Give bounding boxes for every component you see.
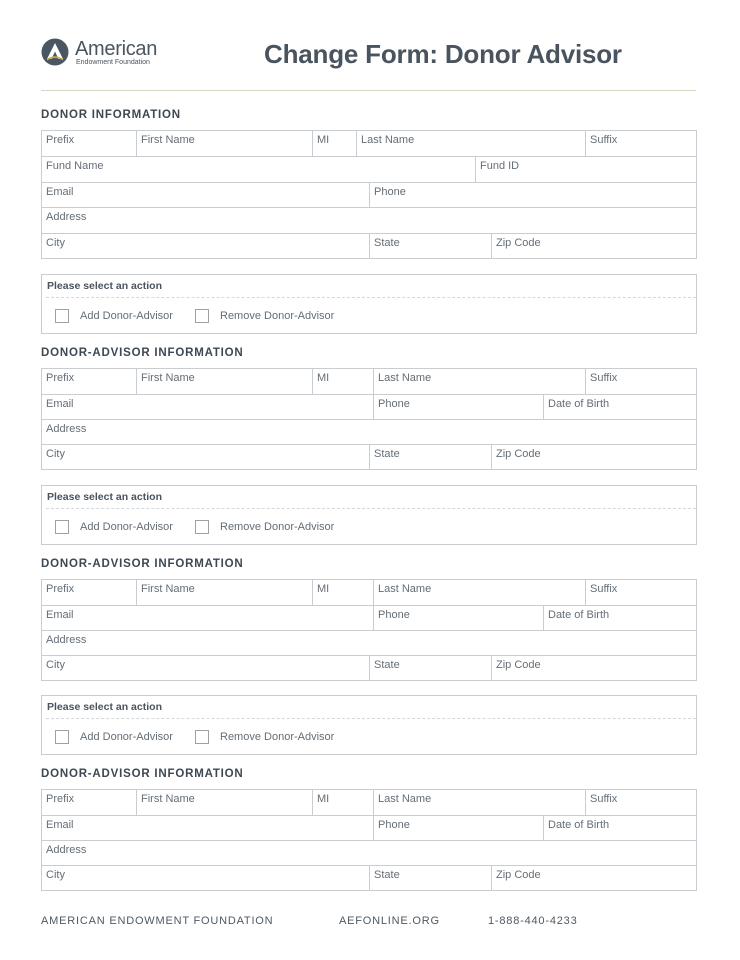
advisor-city-row xyxy=(42,865,696,890)
add-donor-advisor-label: Add Donor-Advisor xyxy=(80,521,173,533)
aef-logo xyxy=(41,38,171,70)
advisor-suffix-field[interactable]: Suffix xyxy=(585,790,696,815)
advisor-suffix-field[interactable]: Suffix xyxy=(585,369,696,394)
advisor-dob-field[interactable]: Date of Birth xyxy=(543,606,696,630)
advisor-mi-field[interactable]: MI xyxy=(312,790,373,815)
advisor-city-row xyxy=(42,655,696,680)
add-donor-advisor-checkbox[interactable] xyxy=(55,309,69,323)
footer-org-name: AMERICAN ENDOWMENT FOUNDATION xyxy=(41,915,274,927)
advisor-city-row xyxy=(42,444,696,469)
advisor-mi-field[interactable]: MI xyxy=(312,580,373,605)
footer-website-link[interactable]: AEFONLINE.ORG xyxy=(339,915,440,927)
advisor-name-row xyxy=(42,369,696,394)
logo-subtitle: Endowment Foundation xyxy=(76,59,150,66)
donor-fund-id-field[interactable]: Fund ID xyxy=(475,157,696,182)
donor-fund-row xyxy=(42,156,696,182)
advisor-address-row xyxy=(42,630,696,655)
remove-donor-advisor-label: Remove Donor-Advisor xyxy=(220,310,335,322)
page-title: Change Form: Donor Advisor xyxy=(264,39,622,69)
donor-suffix-field[interactable]: Suffix xyxy=(585,131,696,156)
advisor-mi-field[interactable]: MI xyxy=(312,369,373,394)
advisor-state-field[interactable]: State xyxy=(369,656,491,680)
advisor-2-section-title: DONOR-ADVISOR INFORMATION xyxy=(41,558,244,570)
remove-donor-advisor-checkbox[interactable] xyxy=(195,309,209,323)
logo-name: American xyxy=(75,38,158,60)
advisor-address-row xyxy=(42,840,696,865)
donor-phone-field[interactable]: Phone xyxy=(369,183,696,207)
donor-fund-name-field[interactable]: Fund Name xyxy=(46,160,104,172)
advisor-2-info-grid xyxy=(41,579,697,681)
advisor-last-name-field[interactable]: Last Name xyxy=(373,790,585,815)
advisor-zip-field[interactable]: Zip Code xyxy=(491,866,696,890)
advisor-suffix-field[interactable]: Suffix xyxy=(585,580,696,605)
advisor-dob-field[interactable]: Date of Birth xyxy=(543,395,696,419)
advisor-name-row xyxy=(42,790,696,815)
advisor-address-field[interactable]: Address xyxy=(46,634,87,646)
action-box-2 xyxy=(41,485,697,545)
advisor-prefix-field[interactable]: Prefix xyxy=(46,793,75,805)
donor-email-field[interactable]: Email xyxy=(46,186,74,198)
remove-donor-advisor-checkbox[interactable] xyxy=(195,520,209,534)
action-title: Please select an action xyxy=(47,701,162,713)
dashed-divider xyxy=(46,508,696,509)
advisor-city-field[interactable]: City xyxy=(46,869,65,881)
advisor-first-name-field[interactable]: First Name xyxy=(136,369,312,394)
donor-contact-row xyxy=(42,182,696,207)
action-title: Please select an action xyxy=(47,280,162,292)
advisor-zip-field[interactable]: Zip Code xyxy=(491,656,696,680)
advisor-contact-row xyxy=(42,605,696,630)
dashed-divider xyxy=(46,297,696,298)
advisor-email-field[interactable]: Email xyxy=(46,819,74,831)
donor-address-row xyxy=(42,207,696,233)
advisor-prefix-field[interactable]: Prefix xyxy=(46,583,75,595)
action-title: Please select an action xyxy=(47,491,162,503)
donor-mi-field[interactable]: MI xyxy=(312,131,356,156)
add-donor-advisor-label: Add Donor-Advisor xyxy=(80,731,173,743)
donor-city-row xyxy=(42,233,696,258)
advisor-phone-field[interactable]: Phone xyxy=(373,395,543,419)
advisor-prefix-field[interactable]: Prefix xyxy=(46,372,75,384)
advisor-city-field[interactable]: City xyxy=(46,659,65,671)
donor-name-row xyxy=(42,131,696,156)
add-donor-advisor-checkbox[interactable] xyxy=(55,730,69,744)
advisor-email-field[interactable]: Email xyxy=(46,609,74,621)
donor-section-title: DONOR INFORMATION xyxy=(41,109,181,121)
footer-phone: 1-888-440-4233 xyxy=(488,915,578,927)
advisor-city-field[interactable]: City xyxy=(46,448,65,460)
advisor-1-info-grid xyxy=(41,368,697,470)
action-box-1 xyxy=(41,274,697,334)
donor-last-name-field[interactable]: Last Name xyxy=(356,131,585,156)
advisor-last-name-field[interactable]: Last Name xyxy=(373,369,585,394)
donor-zip-field[interactable]: Zip Code xyxy=(491,234,696,258)
advisor-first-name-field[interactable]: First Name xyxy=(136,580,312,605)
donor-city-field[interactable]: City xyxy=(46,237,65,249)
advisor-address-field[interactable]: Address xyxy=(46,844,87,856)
title-divider xyxy=(41,90,696,91)
advisor-name-row xyxy=(42,580,696,605)
remove-donor-advisor-checkbox[interactable] xyxy=(195,730,209,744)
advisor-first-name-field[interactable]: First Name xyxy=(136,790,312,815)
donor-address-field[interactable]: Address xyxy=(46,211,87,223)
donor-first-name-field[interactable]: First Name xyxy=(136,131,312,156)
advisor-address-field[interactable]: Address xyxy=(46,423,87,435)
donor-state-field[interactable]: State xyxy=(369,234,491,258)
advisor-3-info-grid xyxy=(41,789,697,891)
remove-donor-advisor-label: Remove Donor-Advisor xyxy=(220,731,335,743)
advisor-phone-field[interactable]: Phone xyxy=(373,606,543,630)
advisor-contact-row xyxy=(42,815,696,840)
donor-info-grid xyxy=(41,130,697,259)
advisor-state-field[interactable]: State xyxy=(369,445,491,469)
advisor-phone-field[interactable]: Phone xyxy=(373,816,543,840)
add-donor-advisor-checkbox[interactable] xyxy=(55,520,69,534)
advisor-zip-field[interactable]: Zip Code xyxy=(491,445,696,469)
donor-prefix-field[interactable]: Prefix xyxy=(46,134,75,146)
advisor-last-name-field[interactable]: Last Name xyxy=(373,580,585,605)
advisor-email-field[interactable]: Email xyxy=(46,398,74,410)
dashed-divider xyxy=(46,718,696,719)
remove-donor-advisor-label: Remove Donor-Advisor xyxy=(220,521,335,533)
advisor-address-row xyxy=(42,419,696,444)
advisor-contact-row xyxy=(42,394,696,419)
aef-emblem-icon xyxy=(41,38,69,66)
advisor-3-section-title: DONOR-ADVISOR INFORMATION xyxy=(41,768,244,780)
advisor-1-section-title: DONOR-ADVISOR INFORMATION xyxy=(41,347,244,359)
advisor-state-field[interactable]: State xyxy=(369,866,491,890)
add-donor-advisor-label: Add Donor-Advisor xyxy=(80,310,173,322)
advisor-dob-field[interactable]: Date of Birth xyxy=(543,816,696,840)
action-box-3 xyxy=(41,695,697,755)
